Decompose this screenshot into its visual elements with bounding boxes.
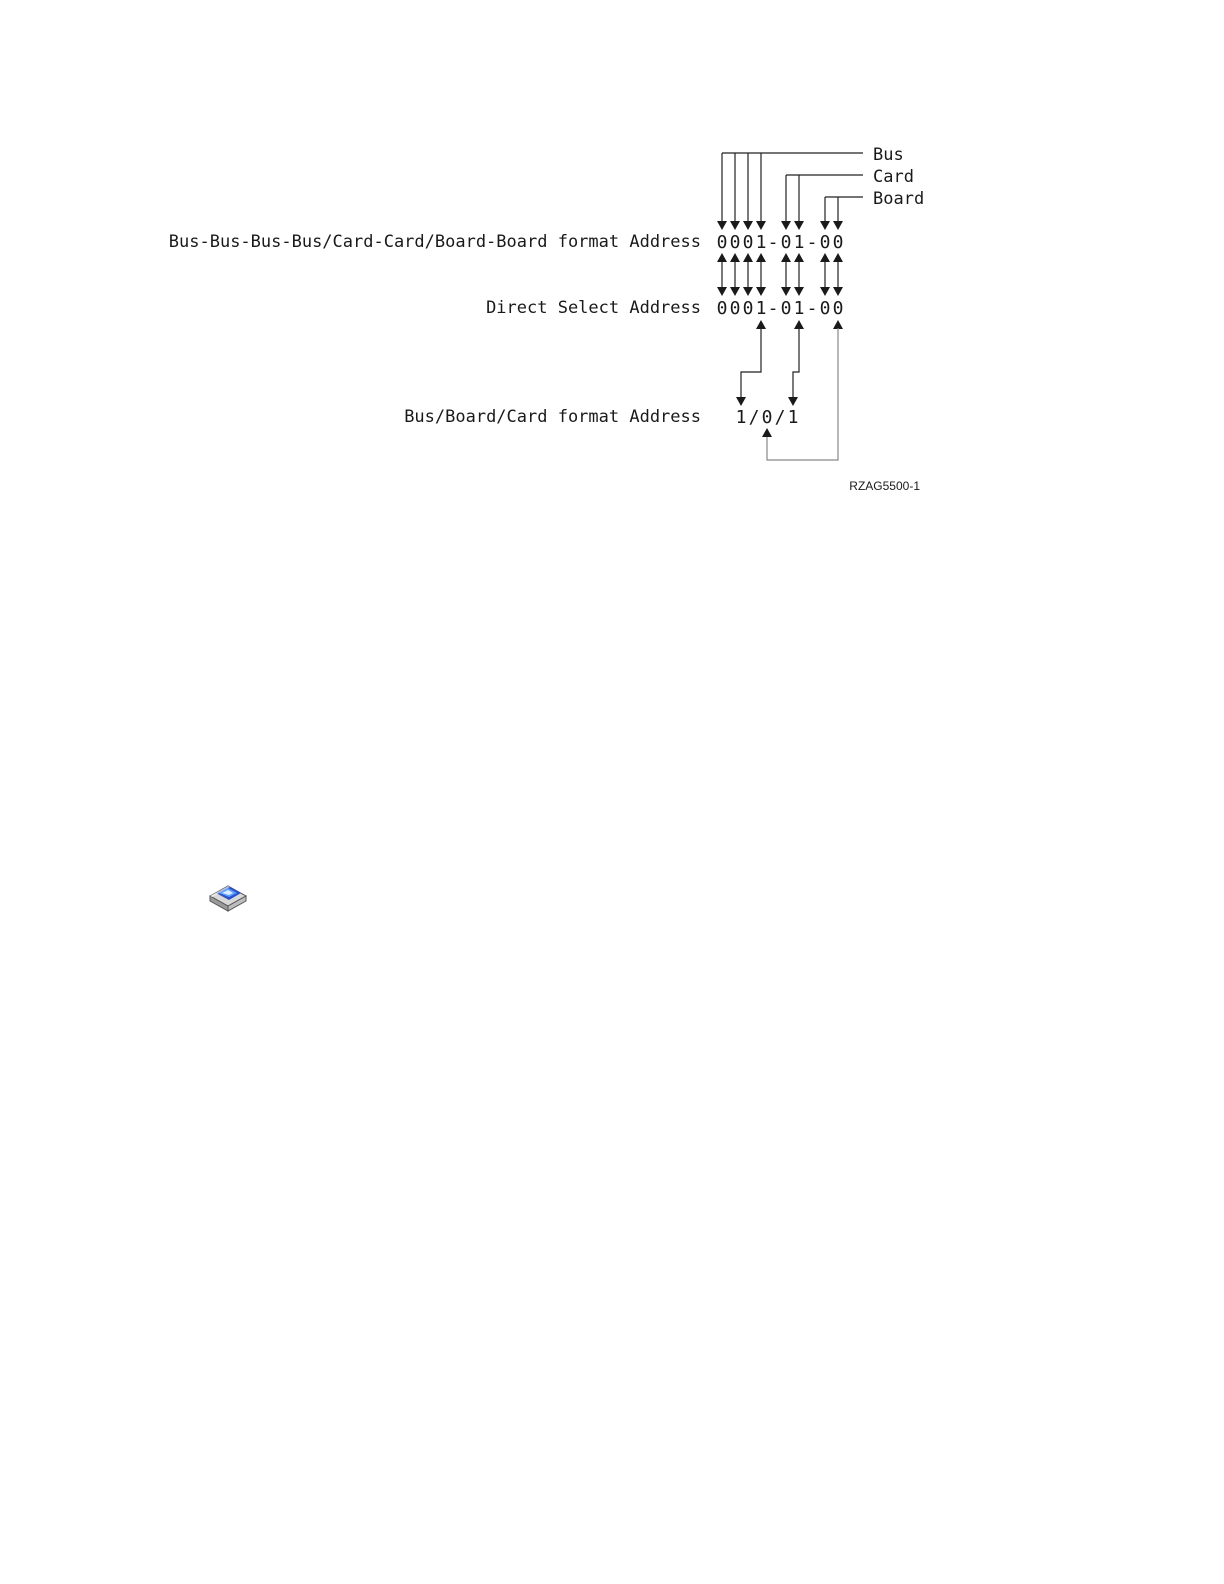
- digit: 0: [716, 298, 728, 319]
- bbbb-format-label: Bus-Bus-Bus-Bus/Card-Card/Board-Board format Address: [168, 232, 701, 252]
- digit: 0: [729, 298, 741, 319]
- separator: -: [767, 232, 779, 253]
- digit: 0: [716, 232, 728, 253]
- digit: 1: [787, 407, 799, 428]
- digit: 1: [735, 407, 747, 428]
- legend-board-connector: [820, 197, 863, 230]
- digit: 1: [755, 232, 767, 253]
- digit: 0: [832, 298, 844, 319]
- figure-id: RZAG5500-1: [849, 479, 920, 493]
- digit: 0: [742, 298, 754, 319]
- digit: 1: [793, 298, 805, 319]
- bus-mapping-connector: [736, 320, 766, 406]
- digit: 0: [780, 232, 792, 253]
- bbbb-format-value: [717, 232, 844, 253]
- digit: 0: [729, 232, 741, 253]
- legend-board-label: Board: [873, 189, 925, 209]
- digit: 0: [742, 232, 754, 253]
- separator: -: [767, 298, 779, 319]
- row-mapping-arrows: [717, 253, 843, 296]
- book-icon[interactable]: [208, 879, 248, 913]
- digit: 0: [819, 298, 831, 319]
- board-mapping-connector: [762, 320, 843, 460]
- direct-select-label: Direct Select Address: [486, 298, 701, 318]
- bus-board-card-label: Bus/Board/Card format Address: [404, 407, 701, 427]
- legend-bus-label: Bus: [873, 145, 904, 165]
- digit: 1: [793, 232, 805, 253]
- digit: 0: [780, 298, 792, 319]
- card-mapping-connector: [788, 320, 804, 406]
- legend-card-label: Card: [873, 167, 914, 187]
- legend-bus-connector: [717, 153, 863, 230]
- separator: /: [774, 407, 786, 428]
- separator: -: [806, 298, 818, 319]
- separator: /: [748, 407, 760, 428]
- bus-board-card-value: [736, 407, 799, 428]
- separator: -: [806, 232, 818, 253]
- digit: 0: [761, 407, 773, 428]
- direct-select-value: [717, 298, 844, 319]
- digit: 0: [819, 232, 831, 253]
- digit: 0: [832, 232, 844, 253]
- digit: 1: [755, 298, 767, 319]
